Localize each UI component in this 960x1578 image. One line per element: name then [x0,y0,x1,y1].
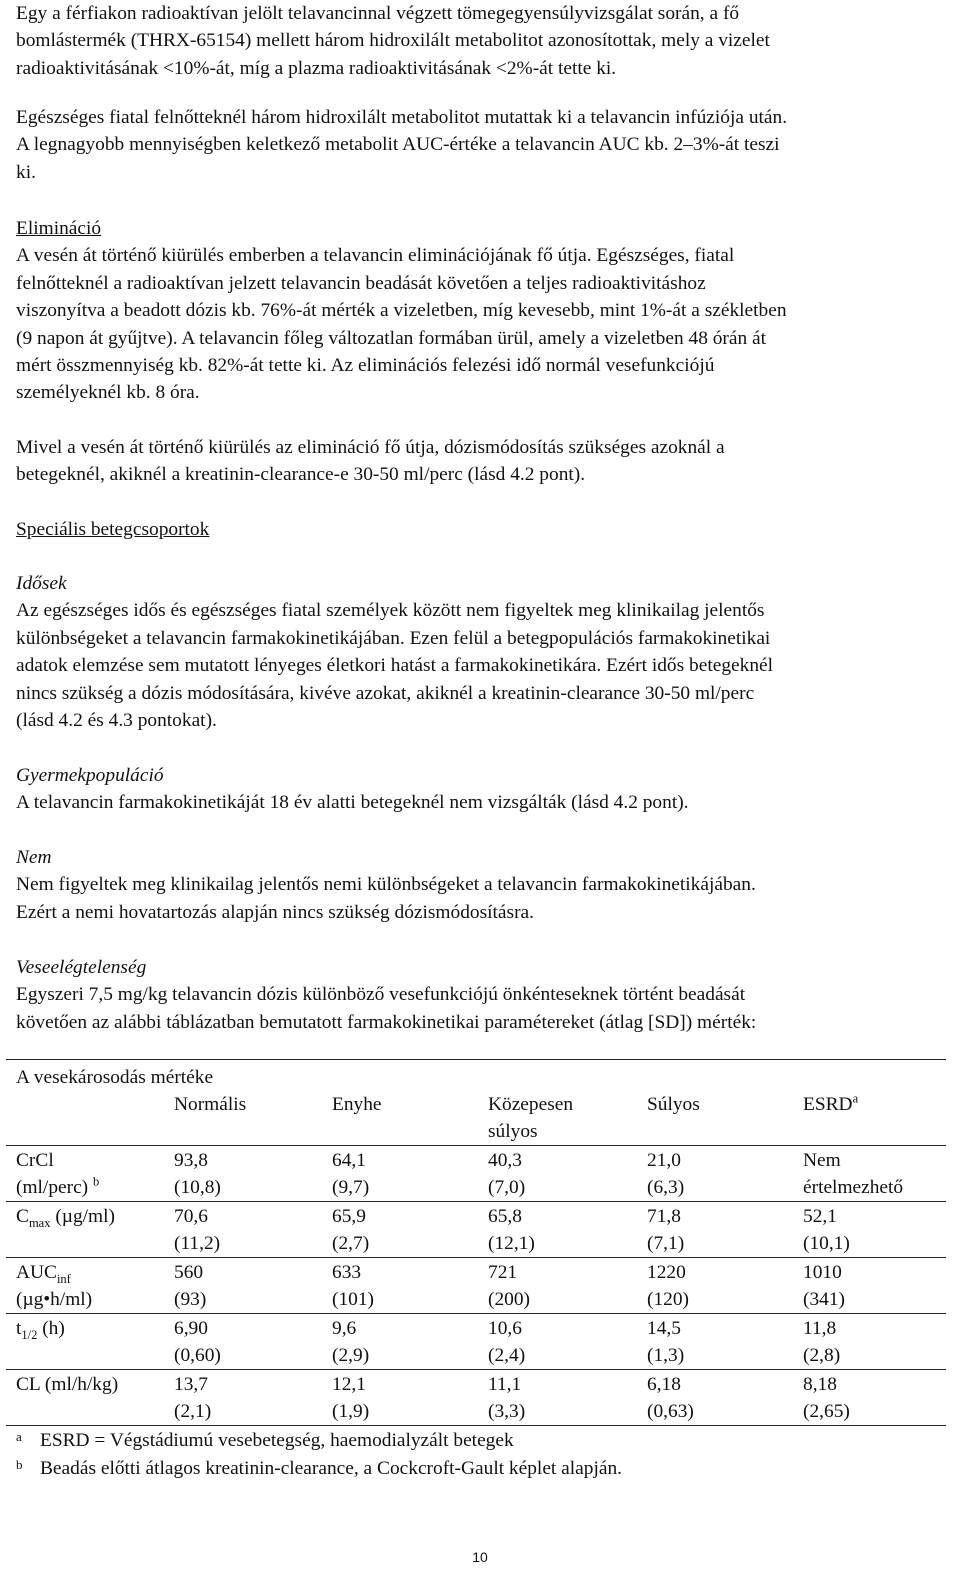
text-line: mért összmennyiség kb. 82%-át tette ki. Az eliminációs felezési idő normál vesefunkciójú [16,355,715,377]
column-header-severe: Súlyos [647,1094,700,1115]
elderly-heading: Idősek [16,573,67,594]
table-rule [6,1313,946,1314]
renal-impairment-section [16,954,946,1036]
table-cell: 6,18 (0,63) [647,1374,694,1423]
gender-section [16,844,946,926]
table-cell: 65,9 (2,7) [332,1206,370,1255]
table-cell: 560 (93) [174,1262,207,1311]
table-rule-bottom [6,1425,946,1426]
text-line: Az egészséges idős és egészséges fiatal személyek között nem figyeltek meg klinikailag jelentős [16,600,765,622]
table-cell: 64,1 (9,7) [332,1150,370,1199]
table-cell: 1220 (120) [647,1262,690,1311]
row-label-cmax: $C_{max}$ (µg/ml) [16,1206,115,1230]
text-line: Egészséges fiatal felnőtteknél három hidroxilált metabolitot mutattak ki a telavancin infúziója után. [16,107,788,128]
pediatric-heading: Gyermekpopuláció [16,765,164,786]
column-header-normal: Normális [174,1094,247,1115]
text-line: Nem figyeltek meg klinikailag jelentős nemi különbségeket a telavancin farmakokinetikájában. [16,874,756,896]
text-line: betegeknél, akiknél a kreatinin-clearance-e 30-50 ml/perc (lásd 4.2 pont). [16,464,586,486]
row-label-crcl: CrCl (ml/perc) $^b$ [16,1150,100,1199]
text-line: bomlástermék (THRX-65154) mellett három hidroxilált metabolitot azonosítottak, mely a vizelet [16,30,770,52]
text-line: A telavancin farmakokinetikáját 18 év alatti betegeknél nem vizsgálták (lásd 4.2 pont). [16,792,689,814]
footnote-b: Beadás előtti átlagos kreatinin-clearance, a Cockcroft-Gault képlet alapján. [40,1458,622,1479]
text-line: radioaktivitásának <10%-át, míg a plazma radioaktivitásának <2%-át tette ki. [16,57,617,79]
footnote-mark-b: b [16,1457,23,1472]
dose-adjustment-paragraph [16,434,946,489]
table-rule [6,1369,946,1370]
elderly-section [16,570,946,734]
pediatric-section [16,762,946,817]
elimination-section [16,215,946,407]
text-line: Mivel a vesén át történő kiürülés az elimináció fő útja, dózismódosítás szükséges azoknál a [16,437,725,458]
gender-heading: Nem [16,847,52,868]
elimination-heading: Elimináció [16,218,102,239]
renal-heading: Veseelégtelenség [16,957,147,978]
table-rule [6,1145,946,1146]
text-line: (lásd 4.2 és 4.3 pontokat). [16,710,217,732]
table-title: A vesekárosodás mértéke [16,1067,214,1088]
table-cell: 12,1 (1,9) [332,1374,370,1423]
table-cell: 40,3 (7,0) [488,1150,526,1199]
table-cell: 6,90 (0,60) [174,1318,221,1367]
table-cell: 721 (200) [488,1262,531,1311]
table-cell: 8,18 (2,65) [803,1374,850,1423]
table-cell: 9,6 (2,9) [332,1318,370,1367]
table-cell: 11,1 (3,3) [488,1374,526,1423]
table-rule-top [6,1059,946,1060]
column-header-esrd: ESRD$^a$ [803,1091,859,1115]
text-line: nincs szükség a dózis módosítására, kivéve azokat, akiknél a kreatinin-clearance 30-50 ml/perc [16,682,755,704]
table-cell: Nem értelmezhető [803,1150,904,1199]
text-line: különbségeket a telavancin farmakokinetikájában. Ezen felül a betegpopulációs farmakokinetikai [16,627,771,649]
table-cell: 52,1 (10,1) [803,1206,850,1255]
table-cell: 13,7 (2,1) [174,1374,212,1423]
table-cell: 633 (101) [332,1262,375,1311]
text-line: követően az alábbi táblázatban bemutatott farmakokinetikai paramétereket (átlag [SD]) mérték: [16,1011,757,1033]
text-line: ki. [16,161,36,183]
column-header-moderate: Közepesen súlyos [488,1094,574,1143]
table-cell: 21,0 (6,3) [647,1150,685,1199]
table-cell: 1010 (341) [803,1262,846,1311]
row-label-clearance: CL (ml/h/kg) [16,1374,119,1395]
table-rule [6,1257,946,1258]
table-cell: 14,5 (1,3) [647,1318,685,1367]
table-cell: 11,8 (2,8) [803,1318,841,1367]
table-cell: 71,8 (7,1) [647,1206,685,1255]
text-line: A vesén át történő kiürülés emberben a telavancin eliminációjának fő útja. Egészséges, fiatal [16,245,735,267]
footnote-mark-a: a [16,1429,22,1444]
footnote-a: ESRD = Végstádiumú vesebetegség, haemodialyzált betegek [40,1430,514,1451]
text-line: viszonyítva a beadott dózis kb. 76%-át mérték a vizeletben, míg kevesebb, mint 1%-át a székletben [16,300,787,322]
text-line: Egy a férfiakon radioaktívan jelölt telavancinnal végzett tömegegyensúlyvizsgálat során, a fő [16,3,740,24]
metabolite-paragraph [16,0,946,82]
text-line: (9 napon át gyűjtve). A telavancin főleg változatlan formában ürül, amely a vizeletben 48 órán át [16,327,767,349]
table-cell: 65,8 (12,1) [488,1206,535,1255]
text-line: felnőtteknél a radioaktívan jelzett telavancin beadását követően a teljes radioaktivitáshoz [16,272,706,294]
table-cell: 70,6 (11,2) [174,1206,221,1255]
hydroxylated-metabolite-paragraph [16,104,946,186]
text-line: adatok elemzése sem mutatott lényeges életkori hatást a farmakokinetikára. Ezért idős betegeknél [16,655,774,677]
row-label-auc: $AUC_{inf}$ (µg•h/ml) [16,1262,93,1311]
text-line: Egyszeri 7,5 mg/kg telavancin dózis különböző vesefunkciójú önkénteseknek történt beadását [16,984,746,1006]
special-populations-heading: Speciális betegcsoportok [16,519,210,540]
text-line: Ezért a nemi hovatartozás alapján nincs szükség dózismódosításra. [16,901,534,923]
table-cell: 10,6 (2,4) [488,1318,526,1367]
table-rule [6,1201,946,1202]
column-header-mild: Enyhe [332,1094,382,1115]
page-number: 10 [472,1549,488,1565]
row-label-half-life: $t_{1/2}$ (h) [16,1318,65,1342]
text-line: személyeknél kb. 8 óra. [16,382,200,404]
text-line: A legnagyobb mennyiségben keletkező metabolit AUC-értéke a telavancin AUC kb. 2–3%-át teszi [16,134,780,156]
table-cell: 93,8 (10,8) [174,1150,221,1199]
special-populations-heading-block [16,516,946,543]
footnote-mark: a [852,1091,859,1106]
